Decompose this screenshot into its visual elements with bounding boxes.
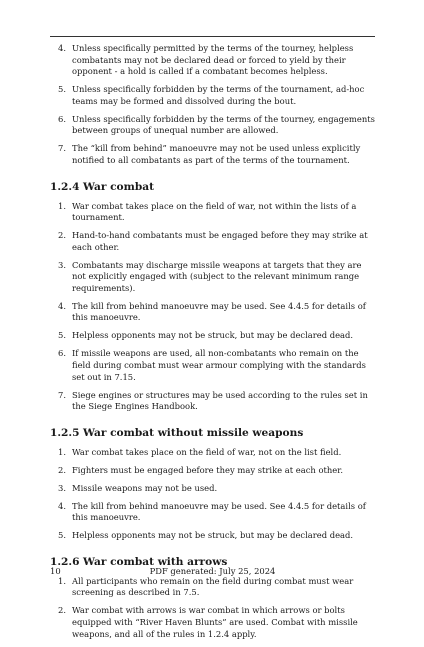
section-number: 1.2.5 (50, 426, 80, 439)
item-text: The kill from behind manoeuvre may be used. See 4.4.5 for details of this manoeuvre. (72, 300, 366, 323)
page-content (50, 43, 375, 647)
item-number: 4. (58, 500, 66, 511)
section-number: 1.2.4 (50, 180, 80, 193)
list-item (50, 390, 375, 413)
item-number: 1. (58, 200, 66, 211)
list-item (50, 447, 375, 459)
list-item (50, 483, 375, 495)
war-combat-without-missile-list (50, 447, 375, 542)
item-number: 7. (58, 143, 66, 154)
list-item (50, 230, 375, 253)
section-heading-war-combat-without-missile (50, 427, 375, 439)
item-text: Combatants may discharge missile weapons at targets that they are not explicitly engaged with (subject to the relevant minimum range requirements). (72, 259, 362, 293)
item-text: Unless specifically forbidden by the terms of the tournament, ad-hoc teams may be formed and dissolved during the bout. (72, 84, 365, 106)
item-text: Unless specifically permitted by the terms of the tourney, helpless combatants may not be declared dead or forced to yield by their opponent - a hold is called if a combatant becomes helpless. (72, 43, 354, 77)
item-text: War combat with arrows is war combat in which arrows or bolts equipped with “River Haven Blunts” are used. Combat with missile weapons, and all of the rules in 1.2.4 apply. (72, 605, 358, 639)
item-number: 5. (58, 84, 66, 95)
item-number: 5. (58, 530, 66, 541)
war-combat-with-arrows-list (50, 576, 375, 640)
list-item (50, 114, 375, 137)
generated-date: PDF generated: July 25, 2024 (149, 566, 276, 576)
list-item (50, 301, 375, 324)
section-title: War combat with arrows (83, 555, 228, 568)
item-number: 3. (58, 482, 66, 493)
item-number: 2. (58, 230, 66, 241)
section-title: War combat (83, 180, 155, 193)
item-number: 2. (58, 605, 66, 616)
item-text: War combat takes place on the field of war, not on the list field. (72, 446, 342, 457)
item-text: The kill from behind manoeuvre may be used. See 4.4.5 for details of this manoeuvre. (72, 500, 366, 523)
item-number: 1. (58, 575, 66, 586)
list-item (50, 260, 375, 295)
item-text: If missile weapons are used, all non-combatants who remain on the field during combat must wear armour complying with the standards set out in 7.15. (72, 348, 366, 382)
war-combat-list (50, 201, 375, 413)
item-number: 3. (58, 259, 66, 270)
item-number: 6. (58, 348, 66, 359)
item-number: 4. (58, 300, 66, 311)
section-number: 1.2.6 (50, 555, 80, 568)
item-number: 2. (58, 464, 66, 475)
list-item (50, 84, 375, 107)
list-item (50, 143, 375, 166)
item-text: The “kill from behind” manoeuvre may not be used unless explicitly notified to all combatants as part of the terms of the tournament. (72, 143, 361, 165)
item-text: Helpless opponents may not be struck, but may be declared dead. (72, 330, 354, 341)
list-item (50, 501, 375, 524)
item-text: Fighters must be engaged before they may strike at each other. (72, 464, 343, 475)
item-number: 6. (58, 113, 66, 124)
list-item (50, 330, 375, 342)
item-number: 7. (58, 389, 66, 400)
list-item (50, 348, 375, 383)
section-heading-war-combat (50, 181, 375, 193)
item-text: Hand-to-hand combatants must be engaged before they may strike at each other. (72, 230, 368, 252)
header-rule (50, 36, 375, 37)
page-number: 10 (50, 566, 61, 576)
item-number: 4. (58, 43, 66, 53)
item-number: 5. (58, 330, 66, 341)
list-item (50, 201, 375, 224)
item-text: War combat takes place on the field of war, not within the lists of a tournament. (72, 200, 357, 223)
list-item (50, 43, 375, 78)
list-item (50, 530, 375, 542)
section-title: War combat without missile weapons (83, 426, 304, 439)
item-text: Siege engines or structures may be used according to the rules set in the Siege Engines Handbook. (72, 389, 368, 412)
list-item (50, 605, 375, 640)
item-text: Unless specifically forbidden by the terms of the tourney, engagements between groups of unequal number are allowed. (72, 113, 375, 136)
item-text: Helpless opponents may not be struck, but may be declared dead. (72, 530, 354, 541)
list-item (50, 576, 375, 599)
item-number: 1. (58, 446, 66, 457)
list-item (50, 465, 375, 477)
item-text: All participants who remain on the field during combat must wear screening as described in 7.5. (72, 575, 354, 598)
item-text: Missile weapons may not be used. (72, 482, 218, 493)
intro-list (50, 43, 375, 167)
